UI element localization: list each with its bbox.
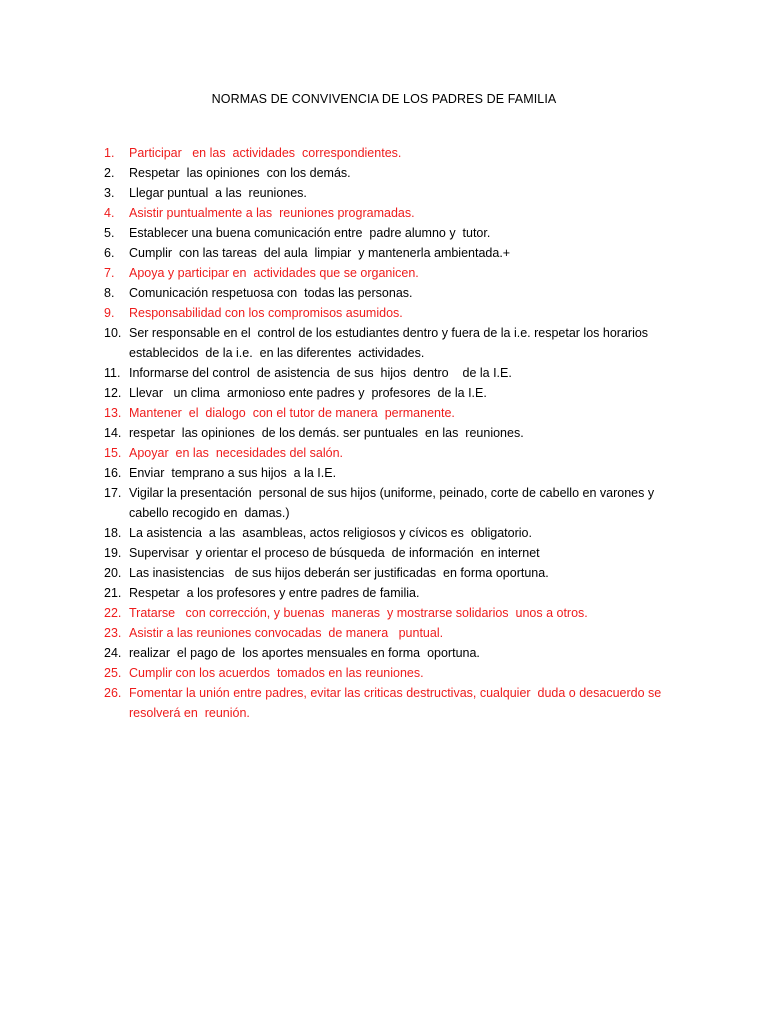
list-item (96, 403, 672, 423)
list-item-number: 3. (104, 186, 115, 200)
list-item (96, 163, 672, 183)
list-item-number: 15. (104, 446, 122, 460)
list-item-text: Participar en las actividades correspondientes. (129, 146, 402, 160)
list-item-text: Ser responsable en el control de los estudiantes dentro y fuera de la i.e. respetar los horarios establecidos de la i.e. en las diferentes actividades. (129, 326, 652, 360)
list-item (96, 283, 672, 303)
list-item-text: Apoya y participar en actividades que se organicen. (129, 266, 419, 280)
list-item (96, 223, 672, 243)
list-item-text: Responsabilidad con los compromisos asumidos. (129, 306, 403, 320)
list-item-text: Informarse del control de asistencia de sus hijos dentro de la I.E. (129, 366, 512, 380)
list-item-text: Fomentar la unión entre padres, evitar las criticas destructivas, cualquier duda o desacuerdo se resolverá en reunión. (129, 686, 665, 720)
list-item-text: realizar el pago de los aportes mensuales en forma oportuna. (129, 646, 480, 660)
list-item-number: 10. (104, 326, 122, 340)
list-item-text: Las inasistencias de sus hijos deberán ser justificadas en forma oportuna. (129, 566, 549, 580)
list-item-text: Llegar puntual a las reuniones. (129, 186, 307, 200)
list-item (96, 303, 672, 323)
list-item-number: 8. (104, 286, 115, 300)
list-item-text: Enviar temprano a sus hijos a la I.E. (129, 466, 337, 480)
list-item (96, 143, 672, 163)
list-item (96, 603, 672, 623)
list-item (96, 443, 672, 463)
list-item-number: 19. (104, 546, 122, 560)
list-item-number: 11. (104, 366, 121, 380)
list-item-text: respetar las opiniones de los demás. ser puntuales en las reuniones. (129, 426, 524, 440)
list-item (96, 323, 672, 363)
list-item-text: Llevar un clima armonioso ente padres y profesores de la I.E. (129, 386, 487, 400)
list-item-number: 24. (104, 646, 122, 660)
list-item (96, 423, 672, 443)
list-item-text: Cumplir con las tareas del aula limpiar y mantenerla ambientada.+ (129, 246, 511, 260)
list-item-text: Establecer una buena comunicación entre padre alumno y tutor. (129, 226, 491, 240)
list-item-text: La asistencia a las asambleas, actos religiosos y cívicos es obligatorio. (129, 526, 532, 540)
list-item-text: Tratarse con corrección, y buenas maneras y mostrarse solidarios unos a otros. (129, 606, 588, 620)
list-item (96, 203, 672, 223)
list-item (96, 363, 672, 383)
list-item (96, 543, 672, 563)
list-item-number: 6. (104, 246, 115, 260)
list-item (96, 563, 672, 583)
list-item-number: 17. (104, 486, 122, 500)
document-title: NORMAS DE CONVIVENCIA DE LOS PADRES DE FAMILIA (211, 92, 557, 106)
list-item-number: 18. (104, 526, 122, 540)
list-item-text: Apoyar en las necesidades del salón. (129, 446, 344, 460)
list-item-number: 20. (104, 566, 122, 580)
list-item-number: 23. (104, 626, 122, 640)
list-item (96, 463, 672, 483)
list-item-number: 4. (104, 206, 115, 220)
list-item-number: 5. (104, 226, 115, 240)
list-item-text: Mantener el dialogo con el tutor de manera permanente. (129, 406, 455, 420)
list-item-text: Comunicación respetuosa con todas las personas. (129, 286, 413, 300)
list-item-text: Cumplir con los acuerdos tomados en las reuniones. (129, 666, 424, 680)
list-item-number: 26. (104, 686, 122, 700)
norms-list (96, 143, 672, 723)
list-item (96, 523, 672, 543)
list-item-number: 7. (104, 266, 115, 280)
list-item (96, 663, 672, 683)
list-item-number: 21. (104, 586, 122, 600)
list-item (96, 623, 672, 643)
list-item (96, 383, 672, 403)
list-item-number: 2. (104, 166, 115, 180)
list-item-number: 12. (104, 386, 122, 400)
list-item (96, 643, 672, 663)
list-item-text: Respetar las opiniones con los demás. (129, 166, 351, 180)
list-item (96, 483, 672, 523)
list-item-number: 1. (104, 146, 115, 160)
list-item-number: 9. (104, 306, 115, 320)
list-item (96, 183, 672, 203)
list-item-number: 22. (104, 606, 122, 620)
list-item (96, 243, 672, 263)
list-item (96, 263, 672, 283)
list-item-text: Vigilar la presentación personal de sus hijos (uniforme, peinado, corte de cabello en varones y cabello recogido en damas.) (129, 486, 658, 520)
list-item (96, 683, 672, 723)
list-item-text: Respetar a los profesores y entre padres de familia. (129, 586, 420, 600)
list-item-text: Supervisar y orientar el proceso de búsqueda de información en internet (129, 546, 540, 560)
list-item-number: 14. (104, 426, 122, 440)
list-item-number: 13. (104, 406, 122, 420)
list-item-text: Asistir a las reuniones convocadas de manera puntual. (129, 626, 444, 640)
list-item (96, 583, 672, 603)
list-item-number: 25. (104, 666, 122, 680)
list-item-text: Asistir puntualmente a las reuniones programadas. (129, 206, 415, 220)
list-item-number: 16. (104, 466, 122, 480)
